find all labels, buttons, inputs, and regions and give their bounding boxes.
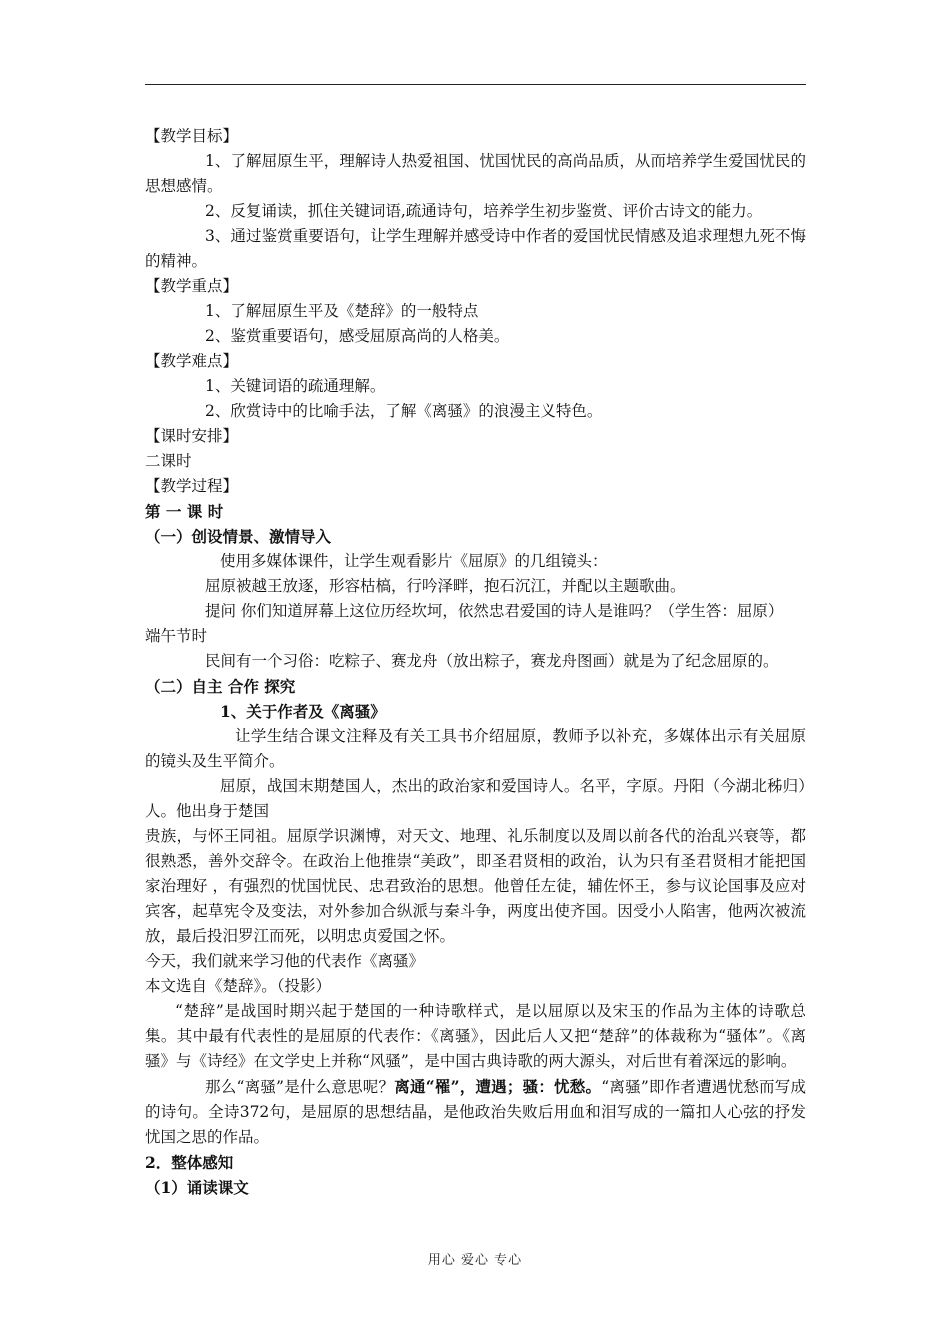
paragraph-rest: “离骚”即作者遭遇忧愁而写成的诗句。全诗372句，是屈原的思想结晶，是他政治失败后用血和泪写成的一篇扣人心弦的抒发忧国之思的作品。 (145, 1078, 806, 1146)
section-heading-difficulty: 【教学难点】 (145, 352, 239, 370)
paragraph: 端午节时 (145, 627, 208, 645)
paragraph: 让学生结合课文注释及有关工具书介绍屈原，教师予以补充，多媒体出示有关屈原的镜头及生平简介。 (145, 727, 806, 770)
key-item: 1、了解屈原生平及《楚辞》的一般特点 (205, 302, 479, 320)
subsection-heading: （1）诵读课文 (145, 1178, 249, 1197)
section-heading-goals: 【教学目标】 (145, 127, 239, 145)
key-item: 2、鉴赏重要语句，感受屈原高尚的人格美。 (205, 327, 510, 345)
part-heading: （一）创设情景、激情导入 (145, 527, 332, 546)
difficulty-item: 2、欣赏诗中的比喻手法，了解《离骚》的浪漫主义特色。 (205, 402, 603, 420)
goal-item: 3、通过鉴赏重要语句，让学生理解并感受诗中作者的爱国忧民情感及追求理想九死不悔的精神。 (145, 227, 806, 270)
paragraph: 本文选自《楚辞》。（投影） (145, 977, 332, 995)
difficulty-item: 1、关键词语的疏通理解。 (205, 377, 386, 395)
paragraph: 屈原，战国末期楚国人，杰出的政治家和爱国诗人。名平，字原。丹阳（今湖北秭归）人。他出身于楚国 (145, 777, 806, 820)
header-rule (145, 84, 806, 85)
goal-item: 1、了解屈原生平，理解诗人热爱祖国、忧国忧民的高尚品质，从而培养学生爱国忧民的思想感情。 (145, 152, 806, 195)
paragraph: 民间有一个习俗：吃粽子、赛龙舟（放出粽子，赛龙舟图画）就是为了纪念屈原的。 (205, 652, 779, 670)
schedule-text: 二课时 (145, 452, 192, 470)
paragraph: “楚辞”是战国时期兴起于楚国的一种诗歌样式，是以屈原以及宋玉的作品为主体的诗歌总集。其中最有代表性的是屈原的代表作：《离骚》，因此后人又把“楚辞”的体裁称为“骚体”。《离骚》与《诗经》在文学史上并称“风骚”，是中国古典诗歌的两大源头，对后世有着深远的影响。 (145, 1002, 806, 1070)
page-footer: 用心 爱心 专心 (427, 1253, 523, 1268)
part-heading: （二）自主 合作 探究 (145, 677, 296, 696)
paragraph: 提问 你们知道屏幕上这位历经坎坷，依然忠君爱国的诗人是谁吗？（学生答：屈原） (205, 602, 784, 620)
paragraph-emphasis: 离通“罹”，遭遇；骚：忧愁。 (394, 1077, 602, 1096)
subsection-heading: 1、关于作者及《离骚》 (220, 702, 386, 721)
section-heading-process: 【教学过程】 (145, 477, 239, 495)
paragraph: 贵族，与怀王同祖。屈原学识渊博，对天文、地理、礼乐制度以及周以前各代的治乱兴衰等，都很熟悉，善外交辞令。在政治上他推崇“美政”，即圣君贤相的政治，认为只有圣君贤相才能把国家治理好 ，有强烈的忧国忧民、忠君致治的思想。他曾任左徒，辅佐怀王，参与议论国事及应对宾客，起草宪令及变法，对外参加合纵派与秦斗争，两度出使齐国。因受小人陷害，他两次被流放，最后投汨罗江而死，以明忠贞爱国之怀。 (145, 827, 806, 945)
paragraph: 使用多媒体课件，让学生观看影片《屈原》的几组镜头： (220, 552, 608, 570)
paragraph (145, 1074, 806, 1150)
document-body (145, 124, 806, 1200)
paragraph-lead: 那么“离骚”是什么意思呢？ (205, 1078, 395, 1096)
goal-item: 2、反复诵读，抓住关键词语,疏通诗句，培养学生初步鉴赏、评价古诗文的能力。 (205, 202, 763, 220)
section-heading-schedule: 【课时安排】 (145, 427, 239, 445)
paragraph: 今天，我们就来学习他的代表作《离骚》 (145, 952, 425, 970)
section-heading-key: 【教学重点】 (145, 277, 239, 295)
subsection-heading: 2．整体感知 (145, 1153, 234, 1172)
paragraph: 屈原被越王放逐，形容枯槁，行吟泽畔，抱石沉江，并配以主题歌曲。 (205, 577, 686, 595)
lesson-heading: 第 一 课 时 (145, 502, 224, 521)
